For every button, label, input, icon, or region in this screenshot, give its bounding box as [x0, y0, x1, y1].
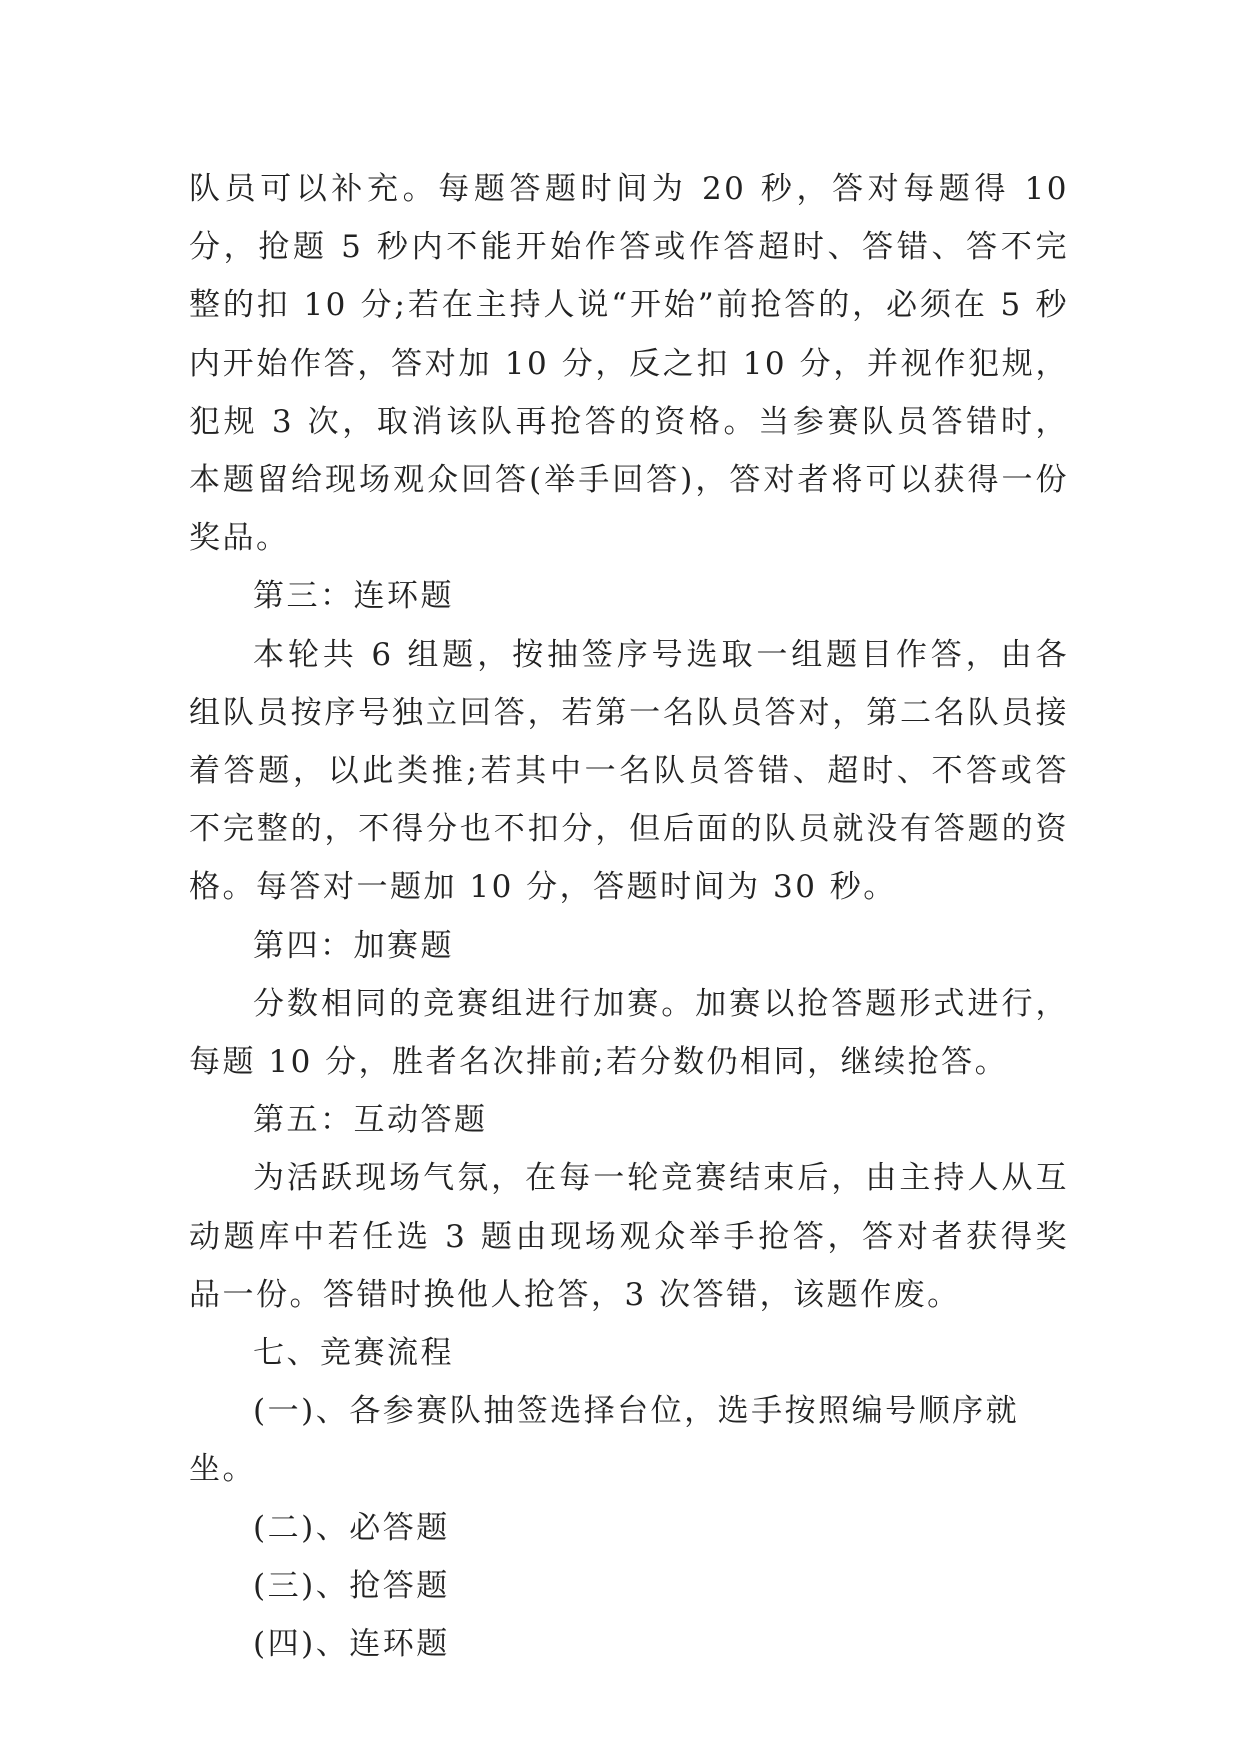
- process-step-one: (一)、各参赛队抽签选择台位，选手按照编号顺序就坐。: [189, 1393, 1020, 1488]
- process-step-three: (三)、抢答题: [253, 1567, 450, 1604]
- heading-round-four: 第四：加赛题: [253, 927, 454, 964]
- heading-round-three: 第三：连环题: [253, 578, 454, 615]
- heading-section-seven: 七、竞赛流程: [253, 1335, 454, 1372]
- document-body: [189, 160, 1069, 1673]
- heading-round-five: 第五：互动答题: [253, 1102, 488, 1139]
- process-step-four: (四)、连环题: [253, 1626, 450, 1663]
- paragraph-round-four: 分数相同的竞赛组进行加赛。加赛以抢答题形式进行，每题 10 分，胜者名次排前;若分数仍相同，继续抢答。: [189, 985, 1069, 1081]
- paragraph-rules-continued: 队员可以补充。每题答题时间为 20 秒，答对每题得 10 分，抢题 5 秒内不能开始作答或作答超时、答错、答不完整的扣 10 分;若在主持人说“开始”前抢答的，必须在 5 秒内开始作答，答对加 10 分，反之扣 10 分，并视作犯规，犯规 3 次，取消该队再抢答的资格。当参赛队员答错时，本题留给现场观众回答(举手回答)，答对者将可以获得一份奖品。: [189, 171, 1069, 557]
- paragraph-round-three: 本轮共 6 组题，按抽签序号选取一组题目作答，由各组队员按序号独立回答，若第一名队员答对，第二名队员接着答题，以此类推;若其中一名队员答错、超时、不答或答不完整的，不得分也不扣分，但后面的队员就没有答题的资格。每答对一题加 10 分，答题时间为 30 秒。: [189, 636, 1069, 906]
- process-step-two: (二)、必答题: [253, 1509, 450, 1546]
- paragraph-round-five: 为活跃现场气氛，在每一轮竞赛结束后，由主持人从互动题库中若任选 3 题由现场观众举手抢答，答对者获得奖品一份。答错时换他人抢答，3 次答错，该题作废。: [189, 1160, 1069, 1313]
